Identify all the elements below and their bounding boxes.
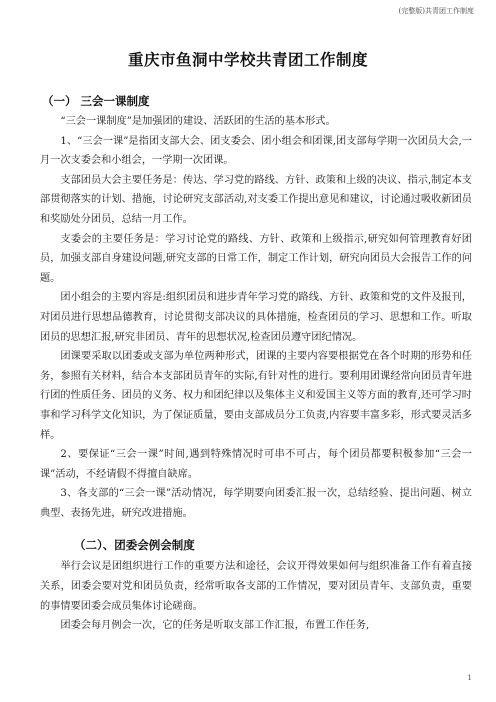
paragraph: 2、要保证“三会一课”时间,遇到特殊情况时可串不可占，每个团员都要积极参加“三会一课”活动，不经请假不得擅自缺席。 — [40, 449, 472, 480]
paragraph: 3、各支部的“三会一课”活动情况，每学期要向团委汇报一次，总结经验、提出问题、树立典型、表扬先进，研究改进措施。 — [40, 488, 472, 519]
paragraph: 团委会每月例会一次，它的任务是听取支部工作汇报，布置工作任务, — [60, 620, 370, 632]
paragraph: 1、“三会一课”是指团支部大会、团支委会、团小组会和团课,团支部每学期一次团员大会,一月一次支委会和小组会，一学期一次团课。 — [40, 135, 472, 167]
section-heading-2: （二）、团委会例会制度 — [74, 538, 195, 553]
paragraph: 团课要采取以团委或支部为单位两种形式，团课的主要内容要根据党在各个时期的形势和任务，参照有关材料，结合本支部团员青年的实际,有针对性的进行。要利用团课经常向团员青年进行团的性质任务、团员的义务、权力和团纪律以及集体主义和爱国主义等方面的教育,还可学习时事和学习科学文化知识，为了保证质量，要由支部成员分工负责,内容要丰富多彩，形式要灵活多样。 — [40, 351, 472, 441]
paragraph: 支部团员大会主要任务是：传达、学习党的路线、方针、政策和上级的决议、指示,制定本支部贯彻落实的计划、措施，讨论研究支部活动,对支委工作提出意见和建议，讨论通过吸收新团员和奖励处分团员，总结一月工作。 — [40, 174, 472, 225]
paragraph: “三会一课制度”是加强团的建设、活跃团的生活的基本形式。 — [60, 116, 336, 127]
document-body — [40, 90, 472, 636]
section-heading-1: （一） 三会一课制度 — [42, 94, 150, 108]
paragraph: 支委会的主要任务是：学习讨论党的路线、方针、政策和上级指示,研究如何管理教育好团员，加强支部自身建设问题,研究支部的日常工作，制定工作计划，研究向团员大会报告工作的问题。 — [40, 233, 472, 284]
page-number: 1 — [467, 674, 472, 682]
paragraph: 举行会议是团组织进行工作的重要方法和途径，会议开得效果如何与组织准备工作有着直接关系，团委会要对党和团员负责，经常听取各支部的工作情况，要对团员青年、支部负责，重要的事情要团委会成员集体讨论磋商。 — [40, 561, 472, 612]
paragraph: 团小组会的主要内容是:组织团员和进步青年学习党的路线、方针、政策和党的文件及报刊，对团员进行思想品德教育，讨论贯彻支部决议的具体措施，检查团员的学习、思想和工作。听取团员的思想汇报,研究非团员、青年的思想状况,检查团员遵守团纪情况。 — [40, 292, 472, 343]
running-header: (完整版)共青团工作制度 — [398, 7, 474, 15]
document-title: 重庆市鱼洞中学校共青团工作制度 — [127, 51, 368, 69]
